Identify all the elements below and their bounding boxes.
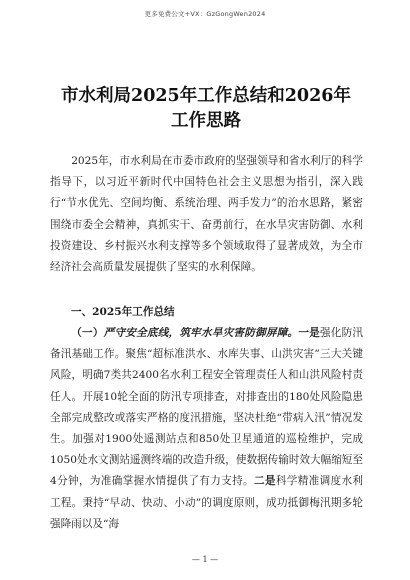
point-one-label: 一是 [298, 327, 320, 339]
document-title: 市水利局2025年工作总结和2026年工作思路 [61, 86, 351, 131]
point-two-label: 二是 [253, 475, 276, 488]
subsection-number: （一） [71, 327, 104, 339]
page-number: — 1 — [191, 555, 219, 564]
intro-paragraph: 2025年，市水利局在市委市政府的坚强领导和省水利厅的科学指导下，以习近平新时代中国特色社会主义思想为指引，深入践行“节水优先、空间均衡、系统治理、两手发力”的治水思路，紧密围绕市委全会精神，真抓实干、奋勇前行，在水旱灾害防御、水利投资建设、乡村振兴水利支撑等多个领域取得了显著成效，为全市经济社会高质量发展提供了坚实的水利保障。 [50, 155, 363, 274]
section-heading: 一、2025年工作总结 [71, 306, 175, 318]
point-two-text: 科学精准调度水利工程。秉持“早动、快动、小动”的调度原则，成功抵御梅汛期多轮强降雨以及“海 [50, 475, 363, 530]
subsection-paragraph [50, 323, 363, 535]
point-one-text: 强化防汛备汛基础工作。聚焦“超标准洪水、水库失事、山洪灾害”三大关键风险，明确7类共2400名水利工程安全管理责任人和山洪风险村责任人。开展10轮全面的防汛专项排查，对排查出的180处风险隐患全部完成整改或落实严格的度汛措施，坚决杜绝“带病入汛”情况发生。加强对1900处遥测站点和850处卫星通道的巡检维护，完成1050处水文测站遥测终端的改造升级，使数据传输时效大幅缩短至4分钟，为准确掌握水情提供了有力支持。 [50, 327, 364, 488]
subsection-lead: 严守安全底线，筑牢水旱灾害防御屏障。 [103, 327, 299, 339]
header-note: 更多免费公文+VX：GzGongWen2024 [144, 10, 266, 18]
